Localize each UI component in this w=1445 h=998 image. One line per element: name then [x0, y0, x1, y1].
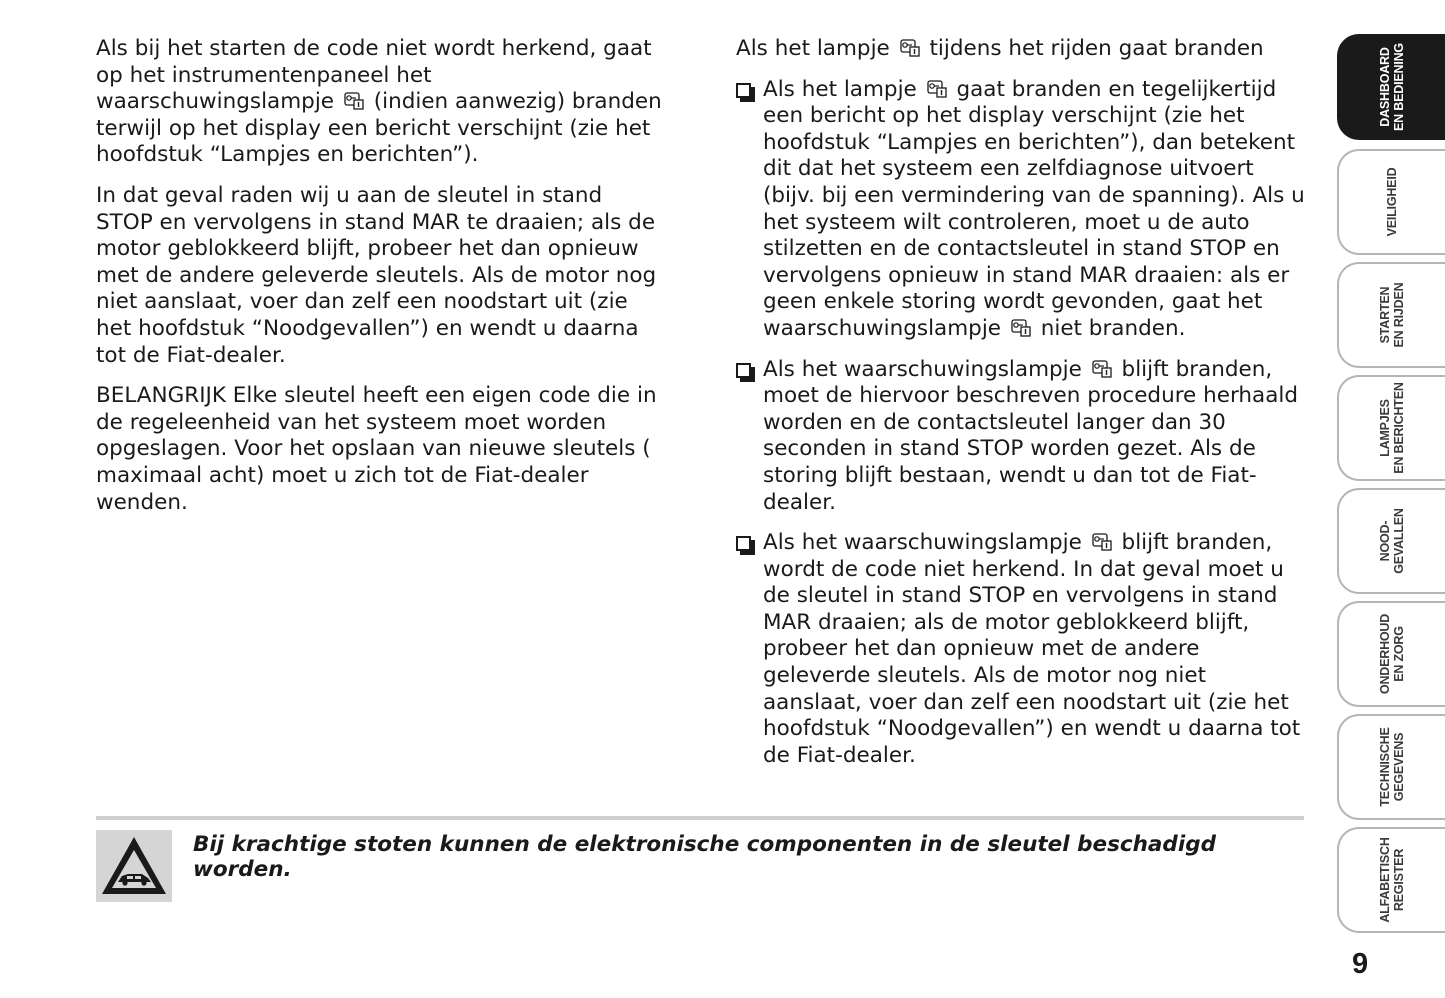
- paragraph-1-text-a: Als bij het starten de code niet wordt herkend, gaat op het instrumentenpaneel het waarschuwingslampje: [96, 36, 652, 115]
- bullet-2-text-a: Als het waarschuwingslampje: [763, 356, 1082, 382]
- tab-label-line: ONDERHOUD: [1378, 613, 1392, 695]
- section-heading: [736, 36, 1311, 63]
- tab-label-line: VEILIGHEID: [1385, 167, 1399, 237]
- right-column: [736, 36, 1311, 783]
- tab-technische-gegevens[interactable]: [1337, 714, 1445, 820]
- tab-label: [1378, 491, 1406, 591]
- tab-label-line: GEVALLEN: [1392, 508, 1406, 574]
- tab-label-line: STARTEN: [1378, 286, 1392, 344]
- tab-label-line: TECHNISCHE: [1378, 727, 1392, 807]
- tab-noodgevallen[interactable]: [1337, 488, 1445, 594]
- tab-label: [1378, 37, 1406, 137]
- tab-label-line: EN BEDIENING: [1392, 43, 1406, 131]
- paragraph-1-text-b: (indien aanwezig) branden terwijl op het display een bericht verschijnt (zie het hoofdstuk “Lampjes en berichten”).: [96, 89, 662, 168]
- bullet-item-3: [736, 530, 1311, 769]
- bullet-item-1: [736, 77, 1311, 343]
- tab-label-line: ALFABETISCH: [1378, 837, 1392, 923]
- tab-label: [1378, 830, 1406, 930]
- tab-label-line: GEGEVENS: [1392, 732, 1406, 802]
- tab-label-line: EN BERICHTEN: [1392, 382, 1406, 474]
- immobilizer-lamp-icon: [926, 79, 948, 99]
- bullet-2-text-b: blijft branden, moet de hiervoor beschreven procedure herhaald worden en de contactsleutel langer dan 30 seconden in stand STOP worden gezet. Als de storing blijft bestaan, wendt u dan tot de Fiat-dealer.: [763, 356, 1299, 515]
- tab-label-line: LAMPJES: [1378, 399, 1392, 457]
- tab-dashboard-en-bediening[interactable]: [1337, 34, 1445, 140]
- tab-label-line: EN ZORG: [1392, 626, 1406, 682]
- left-column: [96, 36, 664, 530]
- warning-triangle-car-icon: [96, 830, 172, 902]
- tab-label: [1378, 378, 1406, 478]
- bullet-3-text-b: blijft branden, wordt de code niet herkend. In dat geval moet u de sleutel in stand STOP en vervolgens in stand MAR draaien; als de motor geblokkeerd blijft, probeer het dan opnieuw met de andere geleverde sleutels. Als de motor nog niet aanslaat, voer dan zelf een noodstart uit (zie het hoofdstuk “Noodgevallen”) en wendt u daarna tot de Fiat-dealer.: [763, 530, 1301, 768]
- immobilizer-lamp-icon: [899, 38, 921, 58]
- bullet-3-text-a: Als het waarschuwingslampje: [763, 530, 1082, 556]
- tab-onderhoud-en-zorg[interactable]: [1337, 601, 1445, 707]
- checkbox-bullet-icon: [736, 363, 751, 378]
- tab-starten-en-rijden[interactable]: [1337, 262, 1445, 368]
- tab-label-line: REGISTER: [1392, 848, 1406, 912]
- tab-label: [1385, 152, 1399, 252]
- section-heading-text-b: tijdens het rijden gaat branden: [929, 36, 1264, 61]
- tab-label: [1378, 265, 1406, 365]
- tab-label-line: DASHBOARD: [1378, 47, 1392, 127]
- immobilizer-lamp-icon: [343, 91, 365, 111]
- tab-veiligheid[interactable]: [1337, 149, 1445, 255]
- bullet-1-text-b: gaat branden en tegelijkertijd een bericht op het display verschijnt (zie het hoofdstuk “Lampjes en berichten”), dan betekent dit dat het systeem een zelfdiagnose uitvoert (bijv. bij een vermindering van de spanning). Als u het systeem wilt controleren, moet u de auto stilzetten en de contactsleutel in stand STOP en vervolgens opnieuw in stand MAR draaien: als er geen enkele storing wordt gevonden, gaat het waarschuwingslampje: [763, 76, 1305, 341]
- immobilizer-lamp-icon: [1091, 359, 1113, 379]
- tab-label-line: EN RIJDEN: [1392, 282, 1406, 348]
- section-heading-text-a: Als het lampje: [736, 36, 890, 61]
- page-number: 9: [1352, 948, 1369, 980]
- tab-label: [1378, 604, 1406, 704]
- tab-lampjes-en-berichten[interactable]: [1337, 375, 1445, 481]
- bullet-item-2: [736, 357, 1311, 517]
- warning-divider: [96, 816, 1304, 820]
- checkbox-bullet-icon: [736, 536, 751, 551]
- warning-text: Bij krachtige stoten kunnen de elektronische componenten in de sleutel beschadigd worden.: [193, 832, 1216, 882]
- bullet-1-text-c: niet branden.: [1040, 315, 1186, 341]
- immobilizer-lamp-icon: [1010, 318, 1032, 338]
- tab-label: [1378, 717, 1406, 817]
- tab-alfabetisch-register[interactable]: [1337, 827, 1445, 933]
- paragraph-1: [96, 36, 664, 169]
- paragraph-2: In dat geval raden wij u aan de sleutel in stand STOP en vervolgens in stand MAR te draaien; als de motor geblokkeerd blijft, probeer het dan opnieuw met de andere geleverde sleutels. Als de motor nog niet aanslaat, voer dan zelf een noodstart uit (zie het hoofdstuk “Noodgevallen”) en wendt u daarna tot de Fiat-dealer.: [96, 182, 657, 368]
- tab-label-line: NOOD-: [1378, 520, 1392, 562]
- paragraph-3: BELANGRIJK Elke sleutel heeft een eigen code die in de regeleenheid van het systeem moet worden opgeslagen. Voor het opslaan van nieuwe sleutels ( maximaal acht) moet u zich tot de Fiat-dealer wenden.: [96, 383, 657, 515]
- bullet-1-text-a: Als het lampje: [763, 76, 917, 102]
- checkbox-bullet-icon: [736, 83, 751, 98]
- immobilizer-lamp-icon: [1091, 532, 1113, 552]
